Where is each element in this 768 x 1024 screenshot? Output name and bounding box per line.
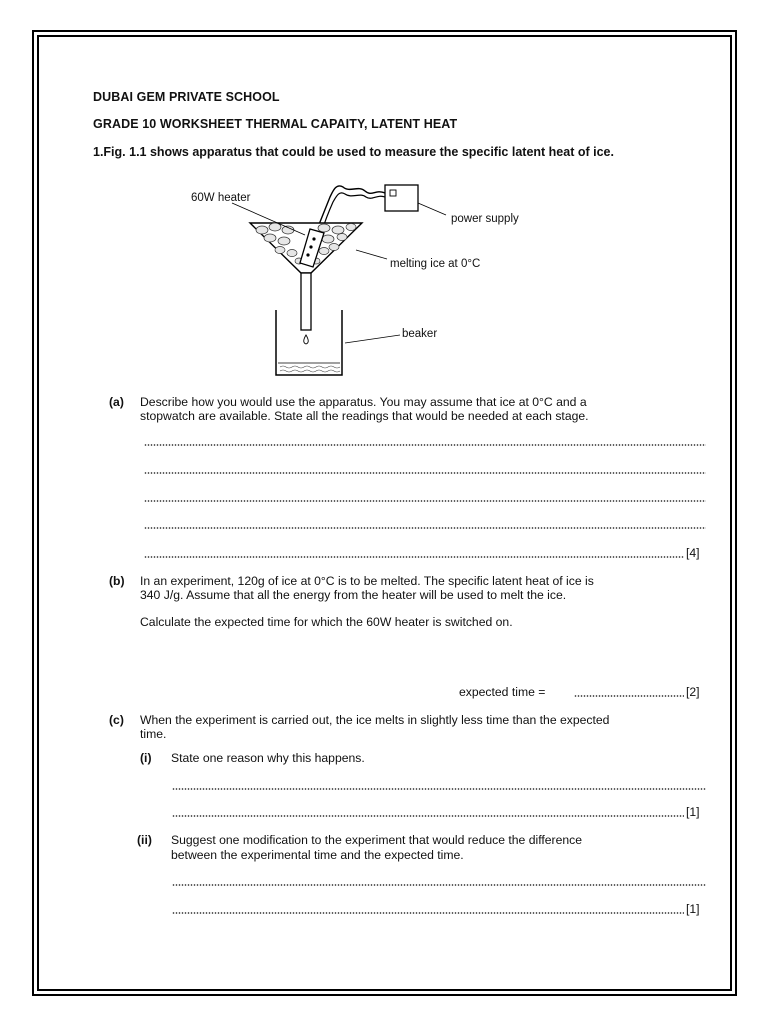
answer-line[interactable] bbox=[144, 472, 706, 474]
answer-line[interactable] bbox=[172, 788, 706, 790]
beaker-label: beaker bbox=[402, 328, 438, 340]
part-c-ii-label: (ii) bbox=[137, 833, 152, 847]
part-b-line2: 340 J/g. Assume that all the energy from the heater will be used to melt the ice. bbox=[140, 588, 567, 602]
part-a-marks: [4] bbox=[686, 546, 700, 560]
part-b-line1: In an experiment, 120g of ice at 0°C is to be melted. The specific latent heat of ice is bbox=[140, 574, 594, 588]
expected-time-label: expected time = bbox=[459, 685, 546, 699]
melting-ice-label: melting ice at 0°C bbox=[390, 258, 481, 270]
school-name: DUBAI GEM PRIVATE SCHOOL bbox=[93, 90, 280, 104]
part-c-line2: time. bbox=[140, 727, 167, 741]
expected-time-answer-line[interactable] bbox=[574, 695, 684, 697]
part-c-ii-line1: Suggest one modification to the experiment that would reduce the difference bbox=[171, 833, 583, 847]
part-a-line2: stopwatch are available. State all the readings that would be needed at each stage. bbox=[140, 409, 589, 423]
question-intro: 1.Fig. 1.1 shows apparatus that could be used to measure the specific latent heat of ice. bbox=[93, 145, 614, 159]
answer-line[interactable] bbox=[172, 884, 706, 886]
heater-label: 60W heater bbox=[191, 192, 251, 204]
power-supply-label: power supply bbox=[451, 213, 519, 225]
part-c-i-text: State one reason why this happens. bbox=[171, 751, 365, 765]
part-c-ii-line2: between the experimental time and the expected time. bbox=[171, 848, 464, 862]
part-a-line1: Describe how you would use the apparatus. You may assume that ice at 0°C and a bbox=[140, 395, 587, 409]
answer-line[interactable] bbox=[144, 500, 706, 502]
part-c-label: (c) bbox=[109, 713, 124, 727]
part-c-i-marks: [1] bbox=[686, 805, 700, 819]
apparatus-figure bbox=[0, 175, 768, 385]
answer-line[interactable] bbox=[144, 444, 706, 446]
part-c-i-label: (i) bbox=[140, 751, 152, 765]
part-b-marks: [2] bbox=[686, 685, 700, 699]
answer-line[interactable] bbox=[172, 912, 684, 914]
answer-line[interactable] bbox=[144, 527, 706, 529]
worksheet-title: GRADE 10 WORKSHEET THERMAL CAPAITY, LATENT HEAT bbox=[93, 117, 458, 131]
part-a-label: (a) bbox=[109, 395, 124, 409]
answer-line[interactable] bbox=[172, 815, 684, 817]
part-b-label: (b) bbox=[109, 574, 125, 588]
part-b-line3: Calculate the expected time for which the 60W heater is switched on. bbox=[140, 615, 513, 629]
part-c-ii-marks: [1] bbox=[686, 902, 700, 916]
answer-line[interactable] bbox=[144, 556, 684, 558]
part-c-line1: When the experiment is carried out, the ice melts in slightly less time than the expected bbox=[140, 713, 610, 727]
